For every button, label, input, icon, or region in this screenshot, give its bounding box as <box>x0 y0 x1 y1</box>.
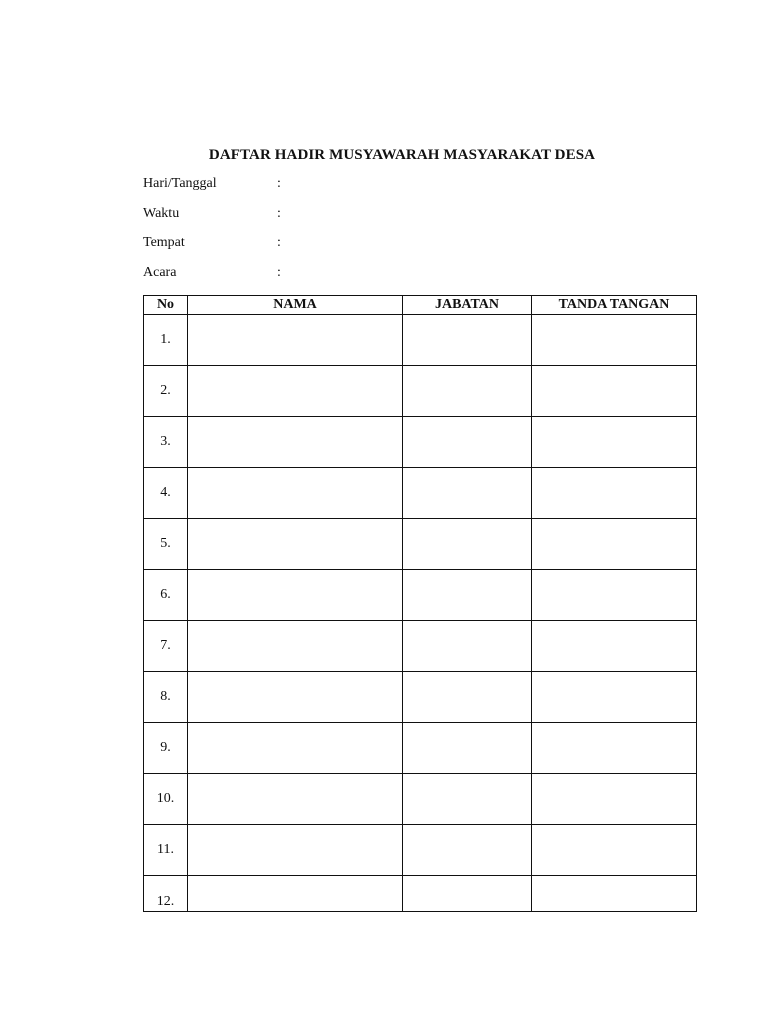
field-label: Acara <box>143 265 177 280</box>
nama-cell[interactable] <box>188 366 403 417</box>
row-number: 12. <box>144 876 188 912</box>
tanda-tangan-cell[interactable] <box>532 621 697 672</box>
field-separator: : <box>277 176 281 191</box>
table-row <box>144 468 697 519</box>
jabatan-cell[interactable] <box>403 825 532 876</box>
row-number: 6. <box>144 570 188 621</box>
table-row <box>144 417 697 468</box>
row-number: 4. <box>144 468 188 519</box>
attendance-table <box>143 295 697 912</box>
jabatan-cell[interactable] <box>403 468 532 519</box>
nama-cell[interactable] <box>188 519 403 570</box>
row-number: 11. <box>144 825 188 876</box>
row-number: 9. <box>144 723 188 774</box>
jabatan-cell[interactable] <box>403 672 532 723</box>
jabatan-cell[interactable] <box>403 876 532 912</box>
table-row <box>144 315 697 366</box>
row-number: 5. <box>144 519 188 570</box>
jabatan-cell[interactable] <box>403 570 532 621</box>
table-row <box>144 825 697 876</box>
table-row <box>144 672 697 723</box>
nama-cell[interactable] <box>188 417 403 468</box>
row-number: 1. <box>144 315 188 366</box>
jabatan-cell[interactable] <box>403 315 532 366</box>
table-row <box>144 366 697 417</box>
row-number: 7. <box>144 621 188 672</box>
nama-cell[interactable] <box>188 468 403 519</box>
field-separator: : <box>277 235 281 250</box>
tanda-tangan-cell[interactable] <box>532 825 697 876</box>
header-no: No <box>144 296 188 315</box>
nama-cell[interactable] <box>188 825 403 876</box>
row-number: 10. <box>144 774 188 825</box>
table-row <box>144 774 697 825</box>
tanda-tangan-cell[interactable] <box>532 723 697 774</box>
jabatan-cell[interactable] <box>403 519 532 570</box>
table-header-row <box>144 296 697 315</box>
nama-cell[interactable] <box>188 723 403 774</box>
header-jabatan: JABATAN <box>403 296 532 315</box>
tanda-tangan-cell[interactable] <box>532 774 697 825</box>
row-number: 3. <box>144 417 188 468</box>
table-row <box>144 876 697 912</box>
nama-cell[interactable] <box>188 774 403 825</box>
tanda-tangan-cell[interactable] <box>532 672 697 723</box>
field-label: Waktu <box>143 206 180 221</box>
page-title: DAFTAR HADIR MUSYAWARAH MASYARAKAT DESA <box>208 147 596 163</box>
nama-cell[interactable] <box>188 876 403 912</box>
field-separator: : <box>277 206 281 221</box>
table-row <box>144 519 697 570</box>
field-separator: : <box>277 265 281 280</box>
tanda-tangan-cell[interactable] <box>532 315 697 366</box>
row-number: 8. <box>144 672 188 723</box>
tanda-tangan-cell[interactable] <box>532 366 697 417</box>
jabatan-cell[interactable] <box>403 417 532 468</box>
tanda-tangan-cell[interactable] <box>532 417 697 468</box>
jabatan-cell[interactable] <box>403 366 532 417</box>
field-label: Hari/Tanggal <box>143 176 217 191</box>
tanda-tangan-cell[interactable] <box>532 570 697 621</box>
jabatan-cell[interactable] <box>403 723 532 774</box>
jabatan-cell[interactable] <box>403 621 532 672</box>
table-row <box>144 570 697 621</box>
table-row <box>144 723 697 774</box>
jabatan-cell[interactable] <box>403 774 532 825</box>
tanda-tangan-cell[interactable] <box>532 519 697 570</box>
field-label: Tempat <box>143 235 185 250</box>
header-tanda-tangan: TANDA TANGAN <box>532 296 697 315</box>
header-nama: NAMA <box>188 296 403 315</box>
tanda-tangan-cell[interactable] <box>532 876 697 912</box>
nama-cell[interactable] <box>188 315 403 366</box>
table-row <box>144 621 697 672</box>
nama-cell[interactable] <box>188 570 403 621</box>
nama-cell[interactable] <box>188 672 403 723</box>
row-number: 2. <box>144 366 188 417</box>
nama-cell[interactable] <box>188 621 403 672</box>
tanda-tangan-cell[interactable] <box>532 468 697 519</box>
